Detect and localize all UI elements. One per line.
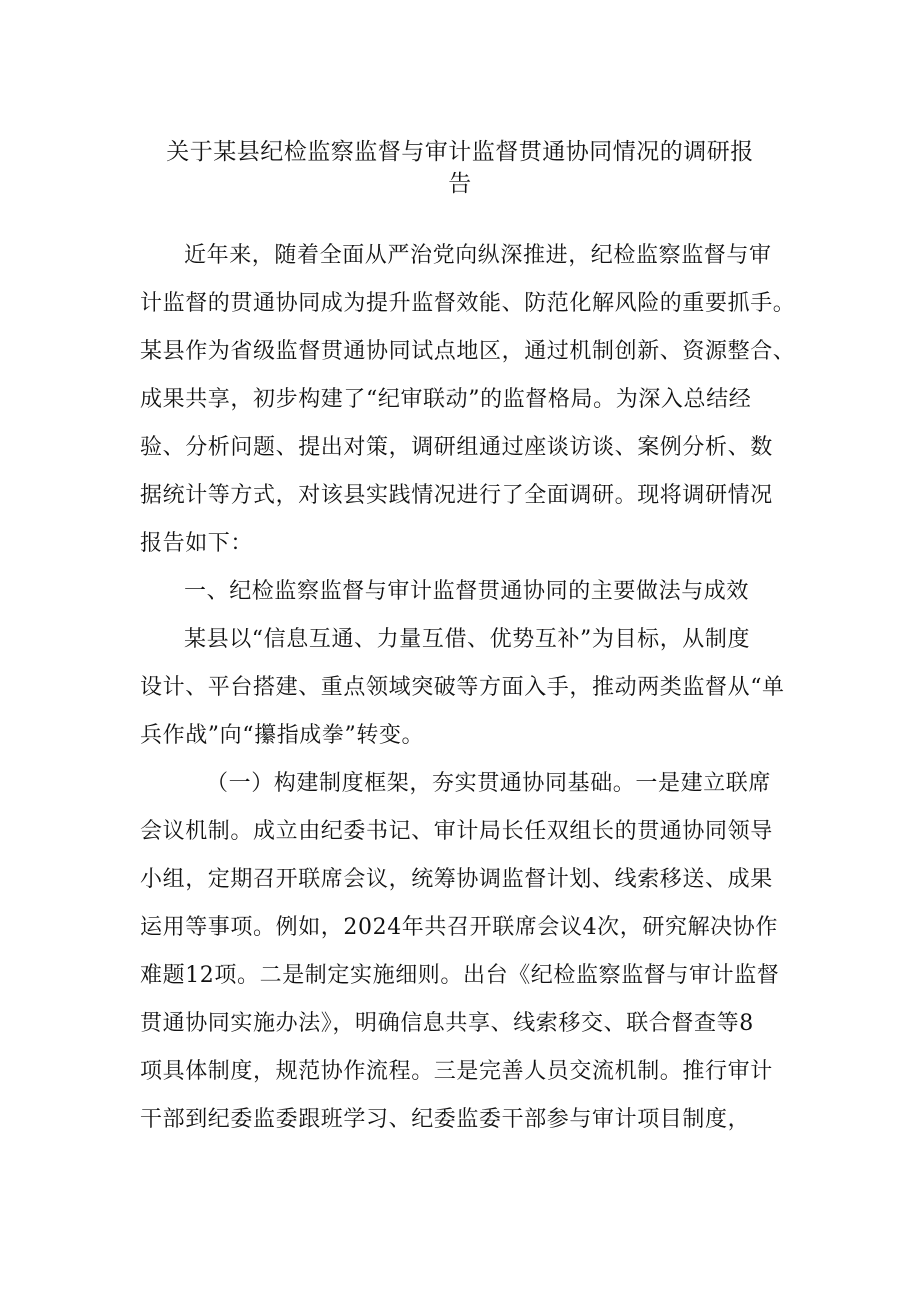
paragraph-intro-line: 验、分析问题、提出对策，调研组通过座谈访谈、案例分析、数 [140,435,773,460]
paragraph-subsection-line: 小组，定期召开联席会议，统筹协调监督计划、线索移送、成果 [140,867,773,892]
paragraph-intro-line: 据统计等方式，对该县实践情况进行了全面调研。现将调研情况 [140,483,773,508]
paragraph-subsection-line: 干部到纪委监委跟班学习、纪委监委干部参与审计项目制度， [140,1107,751,1132]
paragraph-intro-line: 计监督的贯通协同成为提升监督效能、防范化解风险的重要抓手。 [140,291,796,316]
paragraph-subsection-line: 贯通协同实施办法》，明确信息共享、线索移交、联合督查等8 [140,1011,754,1036]
document-title [120,136,800,200]
paragraph-intro-line: 成果共享，初步构建了“纪审联动”的监督格局。为深入总结经 [140,387,752,412]
paragraph-subsection-line: 项具体制度，规范协作流程。三是完善人员交流机制。推行审计 [140,1059,773,1084]
paragraph-intro-line: 近年来，随着全面从严治党向纵深推进，纪检监察监督与审 [184,243,772,268]
section-heading-1: 一、纪检监察监督与审计监督贯通协同的主要做法与成效 [184,579,750,604]
paragraph-section-line: 兵作战”向“攥指成拳”转变。 [140,723,425,748]
paragraph-subsection-line: （一）构建制度框架，夯实贯通协同基础。一是建立联席 [206,771,772,796]
paragraph-subsection-line: 难题12项。二是制定实施细则。出台《纪检监察监督与审计监督 [140,963,780,988]
paragraph-subsection-line: 运用等事项。例如，2024年共召开联席会议4次，研究解决协作 [140,915,778,940]
paragraph-section-line: 某县以“信息互通、力量互借、优势互补”为目标，从制度 [184,627,751,652]
title-line-2: 告 [448,171,472,197]
title-line-1: 关于某县纪检监察监督与审计监督贯通协同情况的调研报 [166,139,754,165]
paragraph-intro-line: 报告如下： [140,531,254,556]
paragraph-intro-line: 某县作为省级监督贯通协同试点地区，通过机制创新、资源整合、 [140,339,796,364]
paragraph-subsection-line: 会议机制。成立由纪委书记、审计局长任双组长的贯通协同领导 [140,819,773,844]
document-body [140,232,800,1144]
paragraph-section-line: 设计、平台搭建、重点领域突破等方面入手，推动两类监督从“单 [140,675,785,700]
